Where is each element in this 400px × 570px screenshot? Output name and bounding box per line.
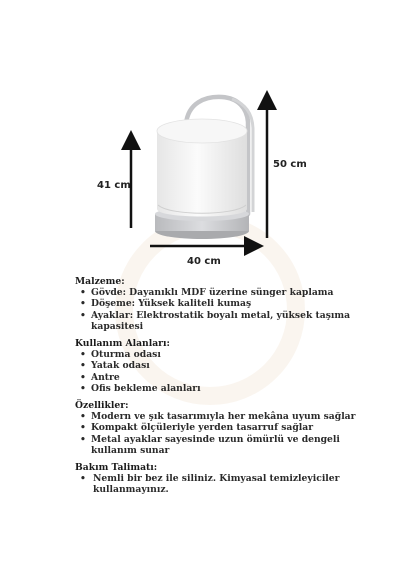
features-list — [75, 411, 375, 456]
features-title: Özellikler: — [75, 400, 129, 412]
material-title: Malzeme: — [75, 276, 125, 287]
fabric-top — [157, 119, 247, 143]
material-section — [75, 276, 375, 332]
fabric-body — [157, 131, 247, 217]
usage-title: Kullanım Alanları: — [75, 338, 170, 350]
features-section — [75, 400, 375, 456]
care-section — [75, 462, 375, 496]
height-label: 41 cm — [97, 180, 131, 191]
care-list — [75, 473, 375, 495]
list-item: • Yatak odası — [75, 360, 375, 371]
usage-list — [75, 349, 375, 394]
product-description — [75, 276, 375, 502]
list-item: • Döşeme: Yüksek kaliteli kumaş — [75, 298, 375, 309]
list-item: • Modern ve şık tasarımıyla her mekâna uyum sağlar — [75, 411, 375, 422]
list-item: • Ayaklar: Elektrostatik boyalı metal, yüksek taşıma kapasitesi — [75, 310, 375, 332]
stool-illustration — [0, 0, 400, 275]
list-item: • Antre — [75, 372, 375, 383]
usage-section — [75, 338, 375, 394]
total-height-label: 50 cm — [273, 159, 307, 170]
care-title: Bakım Talimatı: — [75, 462, 158, 474]
width-label: 40 cm — [187, 256, 221, 267]
list-item: • Gövde: Dayanıklı MDF üzerine sünger kaplama — [75, 287, 375, 298]
list-item: • Nemli bir bez ile siliniz. Kimyasal temizleyiciler kullanmayınız. — [75, 473, 375, 495]
material-list — [75, 287, 375, 332]
list-item: • Ofis bekleme alanları — [75, 383, 375, 394]
product-figure — [0, 0, 400, 275]
list-item: • Metal ayaklar sayesinde uzun ömürlü ve dengeli kullanım sunar — [75, 434, 375, 456]
list-item: • Oturma odası — [75, 349, 375, 360]
list-item: • Kompakt ölçüleriyle yerden tasarruf sağlar — [75, 422, 375, 433]
